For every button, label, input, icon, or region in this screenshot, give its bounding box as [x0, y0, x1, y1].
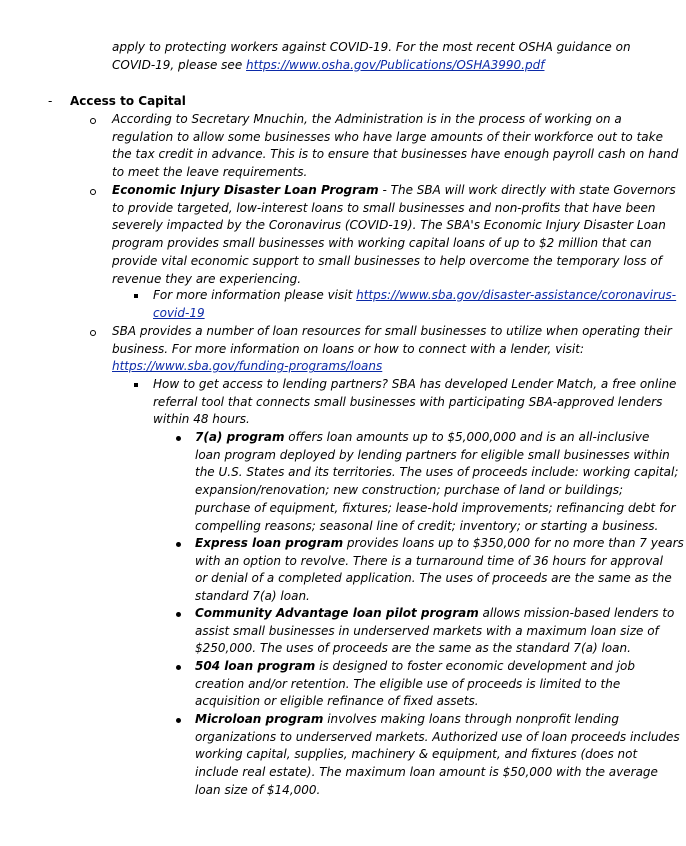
para-text: provides loans up to $350,000 for no more than 7 years — [343, 536, 684, 550]
dot-bullet — [176, 718, 181, 723]
para-line: How to get access to lending partners? SBA has developed Lender Match, a free online — [153, 377, 677, 391]
para-text: - The SBA will work directly with state Governors — [378, 183, 676, 197]
para-line: referral tool that connects small businesses with participating SBA-approved lenders — [153, 394, 663, 409]
para-line: to provide targeted, low-interest loans to small businesses and non-profits that have been — [112, 200, 656, 215]
dot-bullet — [176, 436, 181, 441]
program-title: 504 loan program — [195, 659, 316, 673]
intro-text: COVID-19, please see — [112, 57, 247, 72]
para-line: compelling reasons; seasonal line of credit; inventory; or starting a business. — [195, 518, 659, 533]
para-line: or denial of a completed application. The uses of proceeds are the same as the — [195, 571, 672, 586]
para-line — [153, 287, 676, 305]
para-line: SBA provides a number of loan resources for small businesses to utilize when operating their — [112, 324, 672, 338]
para-line — [112, 182, 676, 200]
program-504 — [195, 658, 635, 711]
para-line — [195, 429, 678, 447]
para-line: the U.S. States and its territories. The uses of proceeds include: working capital; — [195, 465, 679, 480]
sba-loans-link[interactable]: https://www.sba.gov/funding-programs/loans — [112, 359, 383, 374]
para-line: severely impacted by the Coronavirus (COVID-19). The SBA's Economic Injury Disaster Loan — [112, 218, 666, 233]
eidl-paragraph — [112, 182, 676, 288]
dash-bullet: - — [48, 94, 53, 108]
para-line: According to Secretary Mnuchin, the Administration is in the process of working on a — [112, 112, 622, 126]
para-line: loan program deployed by lending partners for eligible small businesses within — [195, 447, 670, 462]
circle-bullet — [90, 189, 96, 195]
para-line: standard 7(a) loan. — [195, 589, 310, 604]
program-microloan — [195, 711, 680, 800]
para-line: working capital, supplies, machinery & equipment, and fixtures (does not — [195, 747, 638, 762]
para-line: organizations to underserved markets. Authorized use of loan proceeds includes — [195, 729, 680, 744]
para-line: acquisition or eligible refinance of fixed assets. — [195, 694, 479, 709]
intro-line — [112, 57, 631, 75]
sba-covid-link[interactable]: https://www.sba.gov/disaster-assistance/coronavirus- — [356, 288, 677, 302]
para-line: program provides small businesses with working capital loans of up to $2 million that can — [112, 236, 652, 251]
section-heading: Access to Capital — [70, 94, 186, 108]
circle-bullet — [90, 118, 96, 124]
intro-paragraph — [112, 39, 631, 74]
para-line: purchase of equipment, fixtures; lease-hold improvements; refinancing debt for — [195, 500, 676, 515]
program-title: Express loan program — [195, 536, 344, 550]
program-title: 7(a) program — [195, 430, 285, 444]
circle-bullet — [90, 330, 96, 336]
program-community-advantage — [195, 605, 674, 658]
eidl-more-info — [153, 287, 676, 322]
para-line: the tax credit in advance. This is to ensure that businesses have enough payroll cash on hand — [112, 147, 679, 162]
para-line — [153, 305, 676, 323]
para-line: business. For more information on loans or how to connect with a lender, visit: — [112, 341, 585, 356]
dot-bullet — [176, 542, 181, 547]
para-line: expansion/renovation; new construction; purchase of land or buildings; — [195, 483, 624, 498]
dot-bullet — [176, 612, 181, 617]
para-line: include real estate). The maximum loan amount is $50,000 with the average — [195, 765, 658, 780]
para-line: to meet the leave requirements. — [112, 165, 308, 180]
para-line — [112, 358, 672, 376]
square-bullet — [134, 294, 138, 298]
program-7a — [195, 429, 678, 535]
para-line: provide vital economic support to small businesses to help overcome the temporary loss of — [112, 253, 662, 268]
para-text: is designed to foster economic development and job — [315, 659, 635, 673]
lender-match-paragraph — [153, 376, 676, 429]
osha-link[interactable]: https://www.osha.gov/Publications/OSHA3990.pdf — [246, 57, 545, 72]
para-line: $250,000. The uses of proceeds are the same as the standard 7(a) loan. — [195, 641, 631, 656]
dot-bullet — [176, 665, 181, 670]
para-line: within 48 hours. — [153, 412, 250, 427]
square-bullet — [134, 383, 138, 387]
para-line: with an option to revolve. There is a turnaround time of 36 hours for approval — [195, 553, 663, 568]
para-line — [195, 605, 674, 623]
para-text: For more information please visit — [153, 288, 357, 302]
intro-line: apply to protecting workers against COVID-19. For the most recent OSHA guidance on — [112, 40, 631, 54]
para-line — [195, 658, 635, 676]
para-line: regulation to allow some businesses who have large amounts of their workforce out to take — [112, 129, 663, 144]
para-line: revenue they are experiencing. — [112, 271, 302, 286]
para-line: assist small businesses in underserved markets with a maximum loan size of — [195, 623, 659, 638]
eidl-title: Economic Injury Disaster Loan Program — [112, 183, 379, 197]
para-text: offers loan amounts up to $5,000,000 and is an all-inclusive — [284, 430, 650, 444]
sba-loans-paragraph — [112, 323, 672, 376]
para-line — [195, 711, 680, 729]
para-text: involves making loans through nonprofit lending — [323, 712, 619, 726]
program-title: Microloan program — [195, 712, 324, 726]
para-line: loan size of $14,000. — [195, 782, 321, 797]
program-express — [195, 535, 684, 606]
para-line: creation and/or retention. The eligible use of proceeds is limited to the — [195, 676, 621, 691]
para-text: allows mission-based lenders to — [478, 606, 675, 620]
program-title: Community Advantage loan pilot program — [195, 606, 479, 620]
para-line — [195, 535, 684, 553]
sba-covid-link-cont[interactable]: covid-19 — [153, 305, 205, 320]
mnuchin-paragraph — [112, 111, 678, 182]
